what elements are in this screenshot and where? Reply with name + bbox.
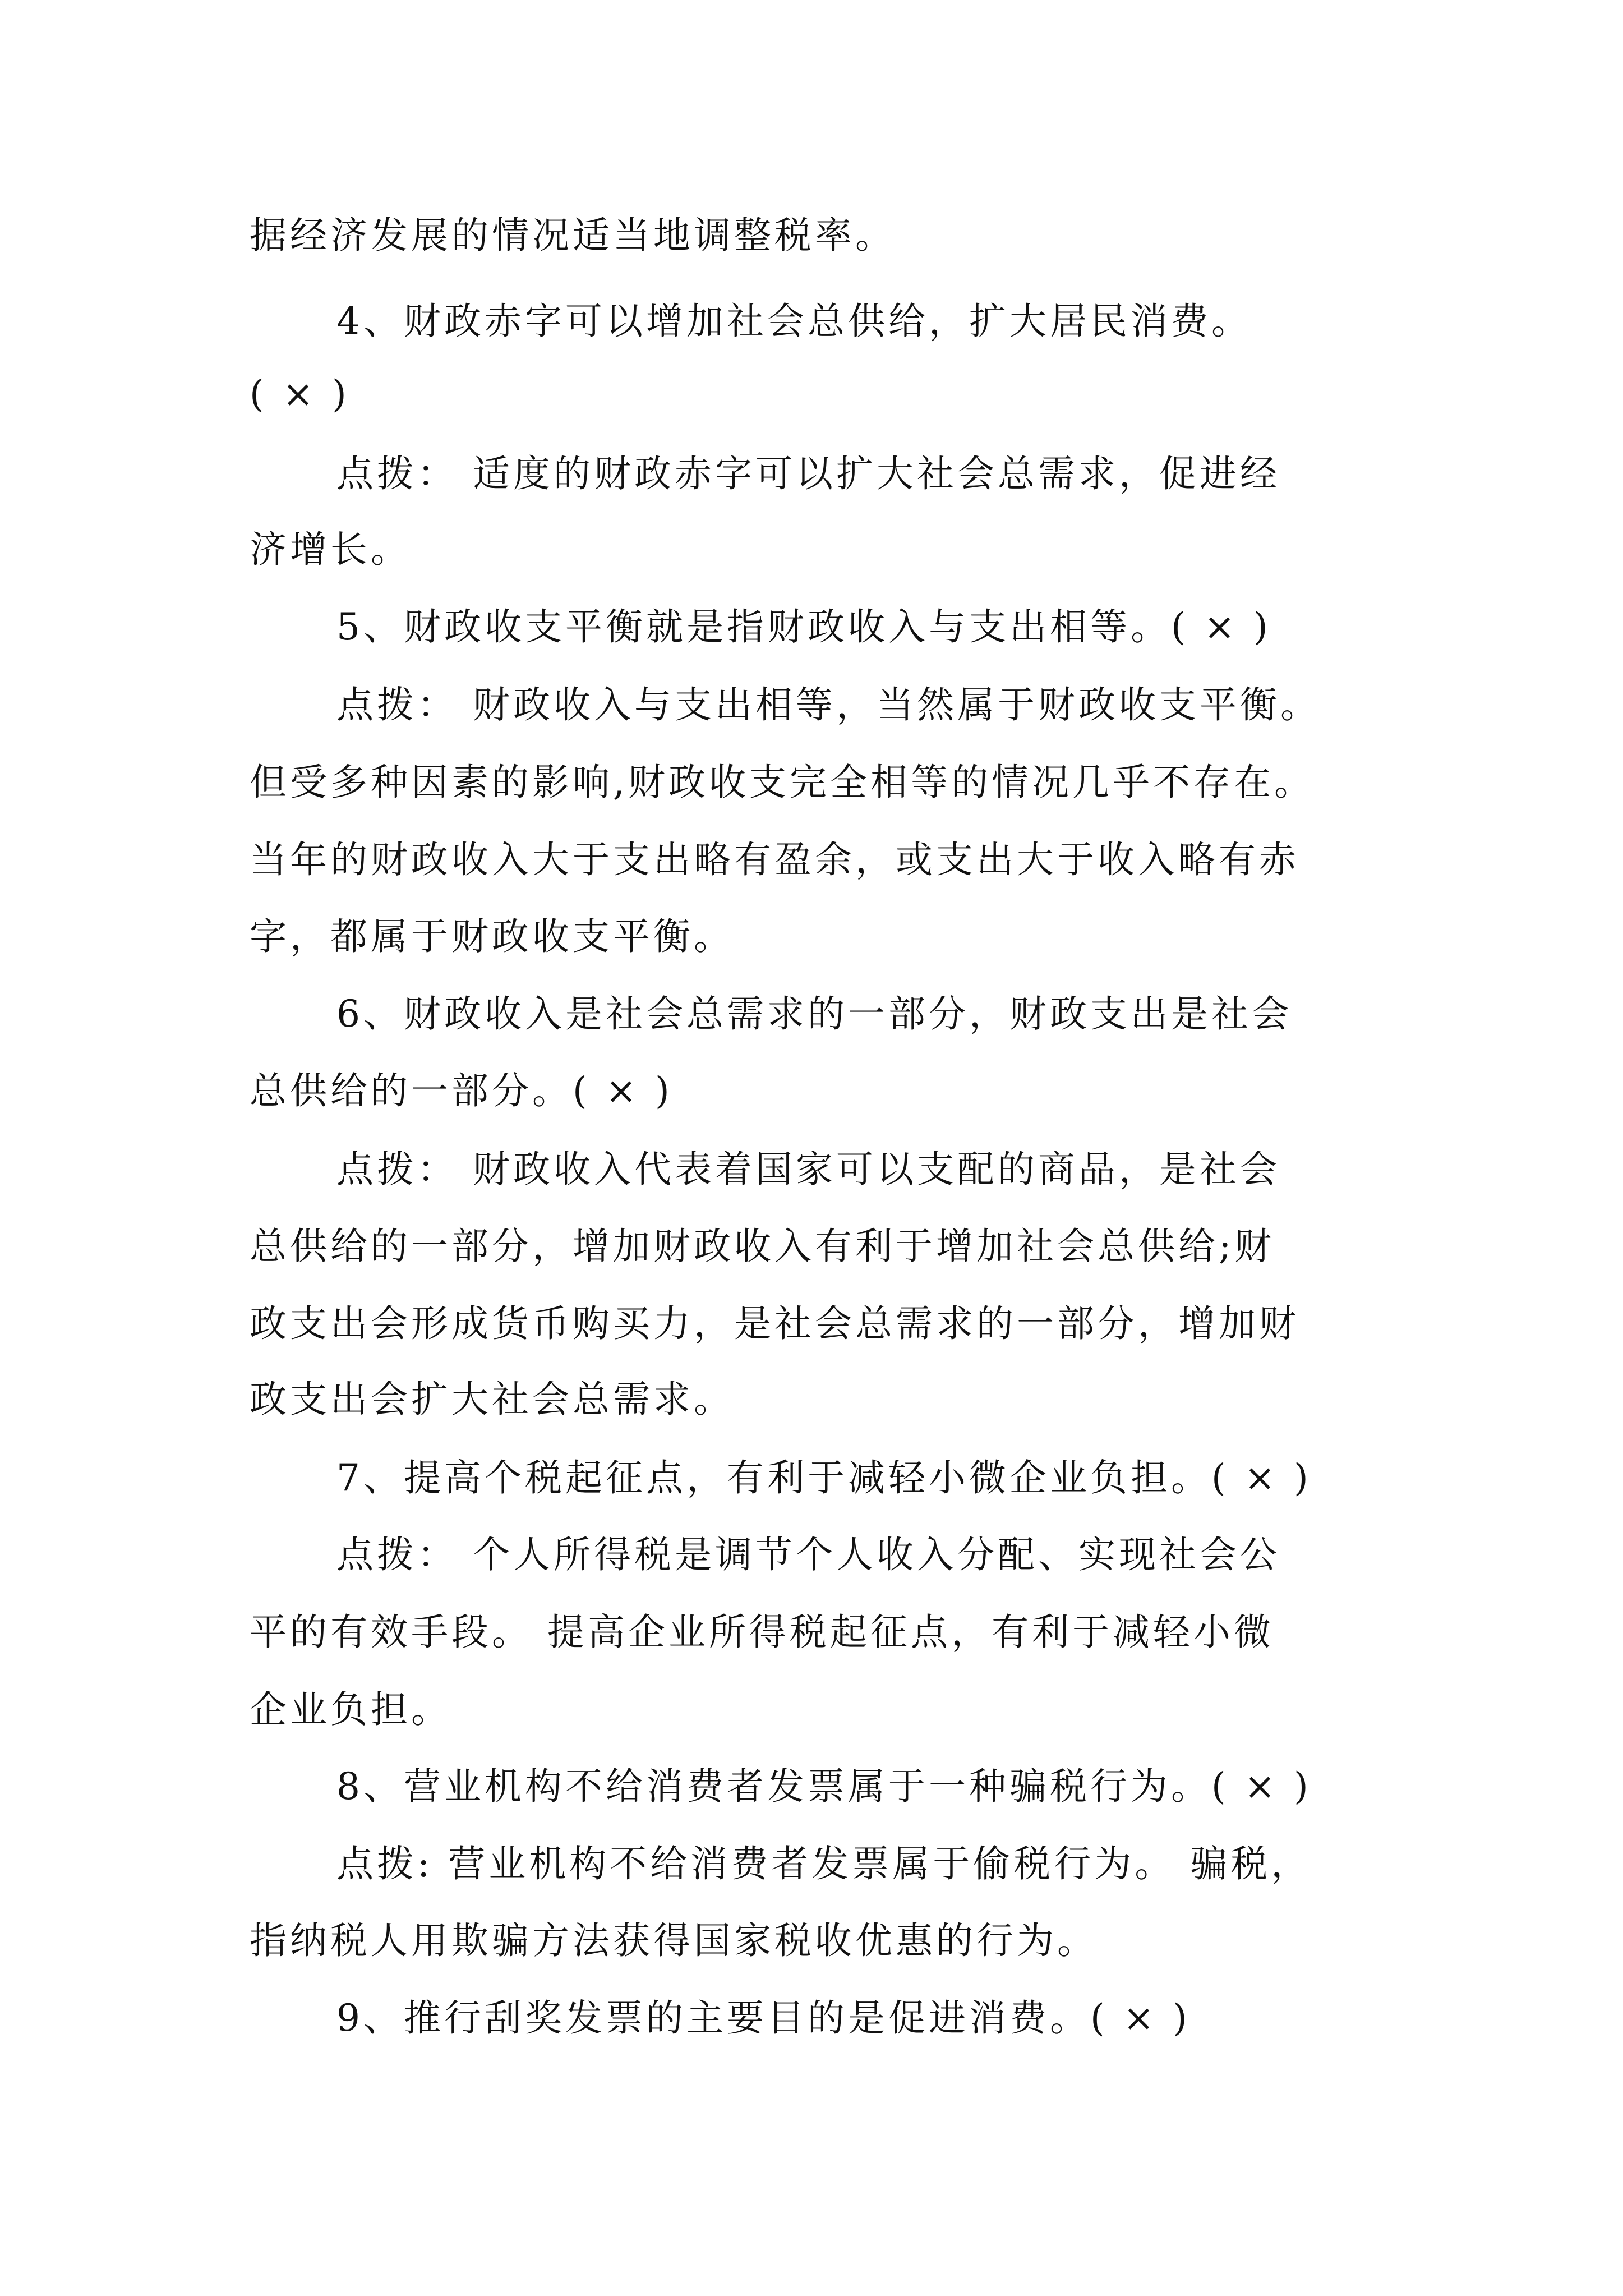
text-line: 4、财政赤字可以增加社会总供给，扩大居民消费。 [336, 300, 1252, 343]
text-line: 点拨: 营业机构不给消费者发票属于偷税行为。 骗税， [336, 1842, 1312, 1885]
text-line: 政支出会扩大社会总需求。 [250, 1378, 734, 1421]
text-line: 平的有效手段。 提高企业所得税起征点，有利于减轻小微 [250, 1611, 1274, 1654]
text-line: 7、提高个税起征点，有利于减轻小微企业负担。( × ) [336, 1456, 1312, 1499]
text-line: 9、推行刮奖发票的主要目的是促进消费。( × ) [336, 1996, 1191, 2040]
text-line: 点拨： 适度的财政赤字可以扩大社会总需求，促进经 [336, 452, 1280, 495]
text-line: 但受多种因素的影响,财政收支完全相等的情况几乎不存在。 [250, 761, 1315, 804]
text-line: 总供给的一部分，增加财政收入有利于增加社会总供给;财 [250, 1225, 1275, 1268]
text-line: 总供给的一部分。( × ) [250, 1069, 673, 1112]
text-line: 当年的财政收入大于支出略有盈余，或支出大于收入略有赤 [250, 838, 1299, 881]
text-line: 点拨： 个人所得税是调节个人收入分配、实现社会公 [336, 1533, 1280, 1576]
text-line: ( × ) [250, 372, 350, 416]
text-line: 6、财政收入是社会总需求的一部分，财政支出是社会 [336, 992, 1292, 1036]
text-line: 政支出会形成货币购买力，是社会总需求的一部分，增加财 [250, 1302, 1299, 1345]
text-line: 企业负担。 [250, 1688, 451, 1731]
text-line: 据经济发展的情况适当地调整税率。 [250, 214, 896, 257]
text-line: 济增长。 [250, 528, 411, 571]
text-line: 8、营业机构不给消费者发票属于一种骗税行为。( × ) [336, 1765, 1312, 1808]
text-line: 字，都属于财政收支平衡。 [250, 915, 734, 958]
text-line: 指纳税人用欺骗方法获得国家税收优惠的行为。 [250, 1919, 1098, 1962]
text-line: 点拨： 财政收入代表着国家可以支配的商品，是社会 [336, 1148, 1280, 1191]
text-line: 5、财政收支平衡就是指财政收入与支出相等。( × ) [336, 605, 1271, 648]
text-line: 点拨： 财政收入与支出相等，当然属于财政收支平衡。 [336, 683, 1321, 726]
